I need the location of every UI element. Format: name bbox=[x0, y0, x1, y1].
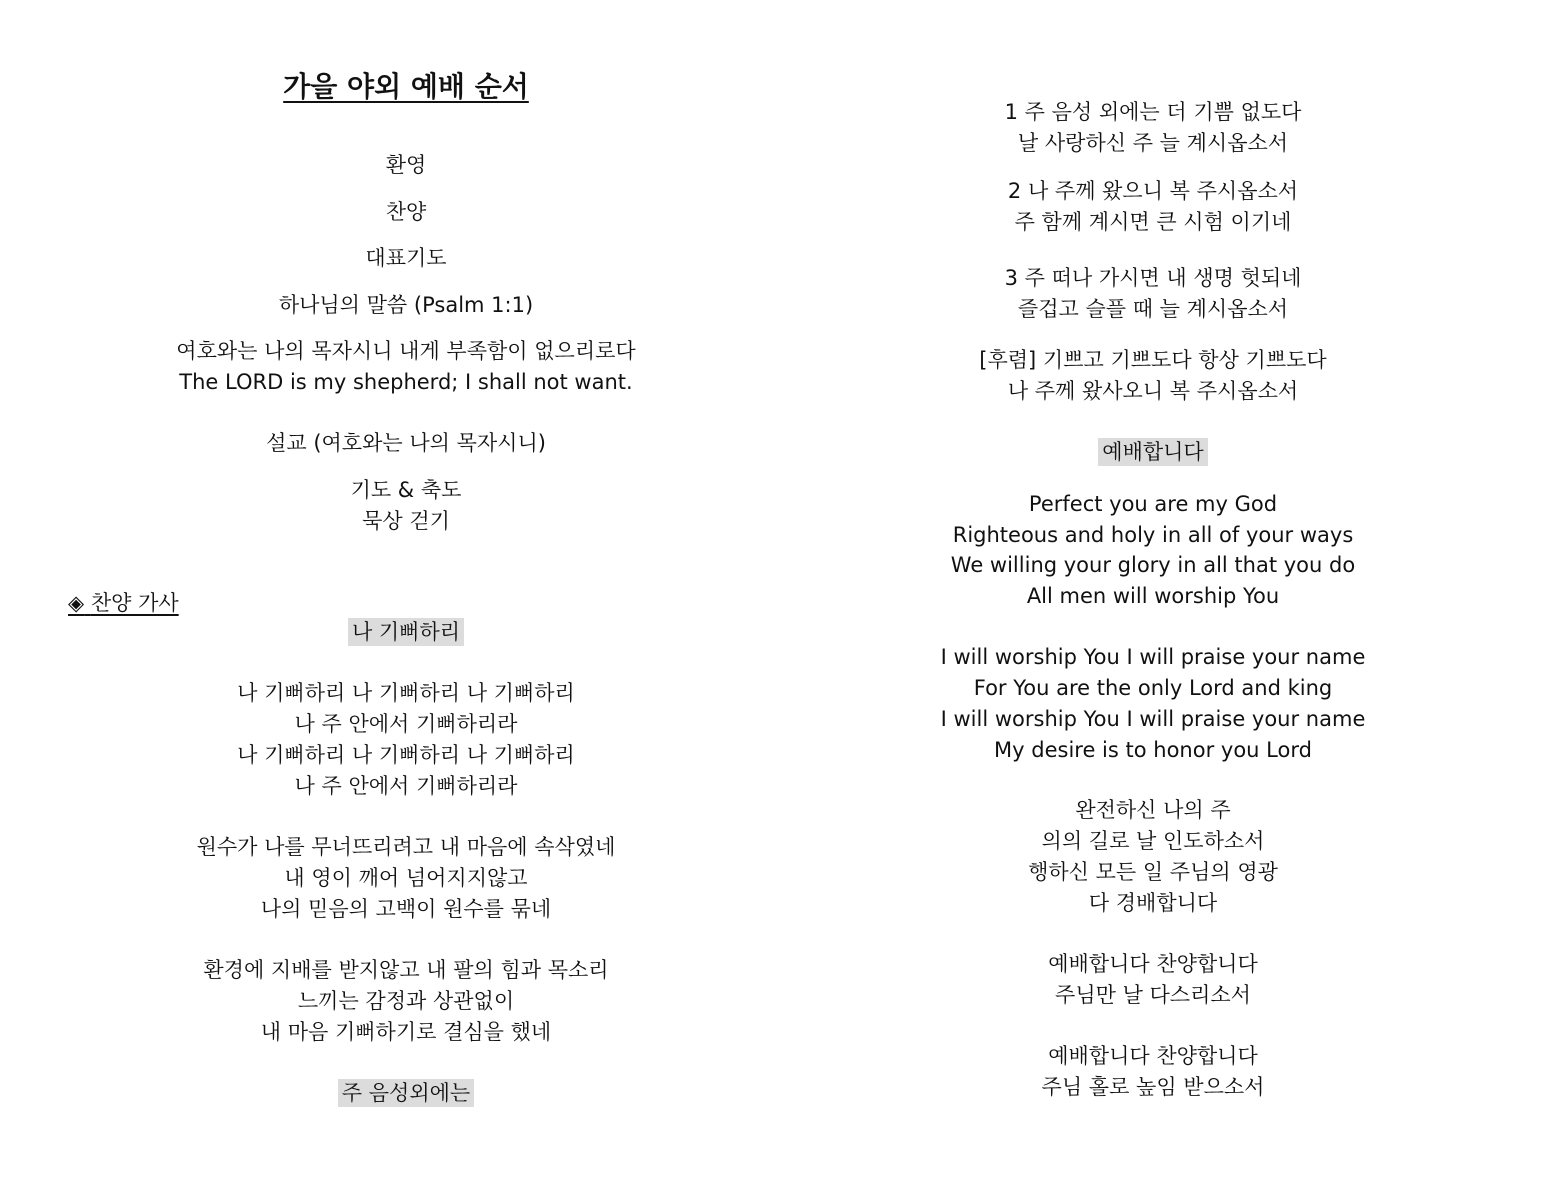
order-item-prayer: 대표기도 bbox=[365, 246, 447, 270]
scripture-korean: 여호와는 나의 목자시니 내게 부족함이 없으리로다 bbox=[176, 339, 636, 363]
chorus-line: [후렴] 기쁘고 기쁘도다 항상 기쁘도다 bbox=[979, 348, 1327, 372]
lyric-line: 느끼는 감정과 상관없이 bbox=[297, 989, 515, 1013]
lyric-line: 완전하신 나의 주 bbox=[1075, 798, 1231, 822]
order-item-welcome: 환영 bbox=[385, 153, 427, 177]
lyric-line: 의의 길로 날 인도하소서 bbox=[1041, 829, 1265, 853]
lyric-line: 원수가 나를 무너뜨리려고 내 마음에 속삭였네 bbox=[196, 835, 616, 859]
lyric-line: My desire is to honor you Lord bbox=[994, 738, 1312, 762]
lyric-line: 1 주 음성 외에는 더 기쁨 없도다 bbox=[1004, 100, 1302, 124]
lyric-line: 주님만 날 다스리소서 bbox=[1055, 983, 1251, 1007]
song1-title: 나 기뻐하리 bbox=[348, 618, 464, 646]
chorus-line: 나 주께 왔사오니 복 주시옵소서 bbox=[1007, 379, 1299, 403]
song-title bbox=[778, 437, 1528, 467]
lyric-line: 나 주 안에서 기뻐하리라 bbox=[294, 774, 518, 798]
lyric-line: 2 나 주께 왔으니 복 주시옵소서 bbox=[1007, 179, 1299, 203]
lyric-line: 나 주 안에서 기뻐하리라 bbox=[294, 712, 518, 736]
song-title bbox=[30, 617, 782, 647]
lyric-line: 주님 홀로 높임 받으소서 bbox=[1041, 1075, 1265, 1099]
lyric-line: All men will worship You bbox=[1026, 584, 1280, 608]
song-title bbox=[30, 1078, 782, 1108]
lyric-line: 나 기뻐하리 나 기뻐하리 나 기뻐하리 bbox=[237, 681, 575, 705]
lyric-line: 행하신 모든 일 주님의 영광 bbox=[1028, 860, 1278, 884]
scripture-english: The LORD is my shepherd; I shall not want. bbox=[179, 370, 633, 394]
song2-title: 주 음성외에는 bbox=[338, 1079, 474, 1107]
lyric-line: For You are the only Lord and king bbox=[973, 676, 1333, 700]
order-item-benediction: 기도 & 축도 bbox=[350, 478, 462, 502]
lyric-line: 나 기뻐하리 나 기뻐하리 나 기뻐하리 bbox=[237, 743, 575, 767]
diamond-icon: ◈ bbox=[68, 591, 85, 615]
lyric-line: We willing your glory in all that you do bbox=[950, 553, 1356, 577]
lyric-line: 다 경배합니다 bbox=[1088, 891, 1218, 915]
lyric-line: 예배합니다 찬양합니다 bbox=[1048, 952, 1258, 976]
lyric-line: 내 영이 깨어 넘어지지않고 bbox=[284, 866, 528, 890]
order-item-praise: 찬양 bbox=[385, 200, 427, 224]
lyric-line: 즐겁고 슬플 때 늘 계시옵소서 bbox=[1017, 297, 1289, 321]
lyrics-section-heading bbox=[68, 588, 179, 618]
lyrics-heading-label: 찬양 가사 bbox=[90, 591, 179, 615]
lyric-line: 환경에 지배를 받지않고 내 팔의 힘과 목소리 bbox=[203, 958, 609, 982]
lyric-line: 나의 믿음의 고백이 원수를 묶네 bbox=[260, 897, 552, 921]
lyric-line: 주 함께 계시면 큰 시험 이기네 bbox=[1014, 210, 1292, 234]
lyric-line: 내 마음 기뻐하기로 결심을 했네 bbox=[260, 1020, 552, 1044]
order-item-meditation-walk: 묵상 걷기 bbox=[362, 509, 450, 533]
lyric-line: I will worship You I will praise your name bbox=[940, 707, 1366, 731]
song3-title: 예배합니다 bbox=[1098, 438, 1207, 466]
lyric-line: I will worship You I will praise your name bbox=[940, 645, 1366, 669]
lyric-line: 날 사랑하신 주 늘 계시옵소서 bbox=[1017, 131, 1289, 155]
lyric-line: Righteous and holy in all of your ways bbox=[952, 523, 1354, 547]
order-item-sermon: 설교 (여호와는 나의 목자시니) bbox=[266, 431, 546, 455]
lyric-line: 3 주 떠나 가시면 내 생명 헛되네 bbox=[1004, 266, 1302, 290]
order-item-scripture: 하나님의 말씀 (Psalm 1:1) bbox=[278, 293, 534, 317]
page-title: 가을 야외 예배 순서 bbox=[283, 70, 529, 103]
lyric-line: Perfect you are my God bbox=[1028, 492, 1278, 516]
lyric-line: 예배합니다 찬양합니다 bbox=[1048, 1044, 1258, 1068]
